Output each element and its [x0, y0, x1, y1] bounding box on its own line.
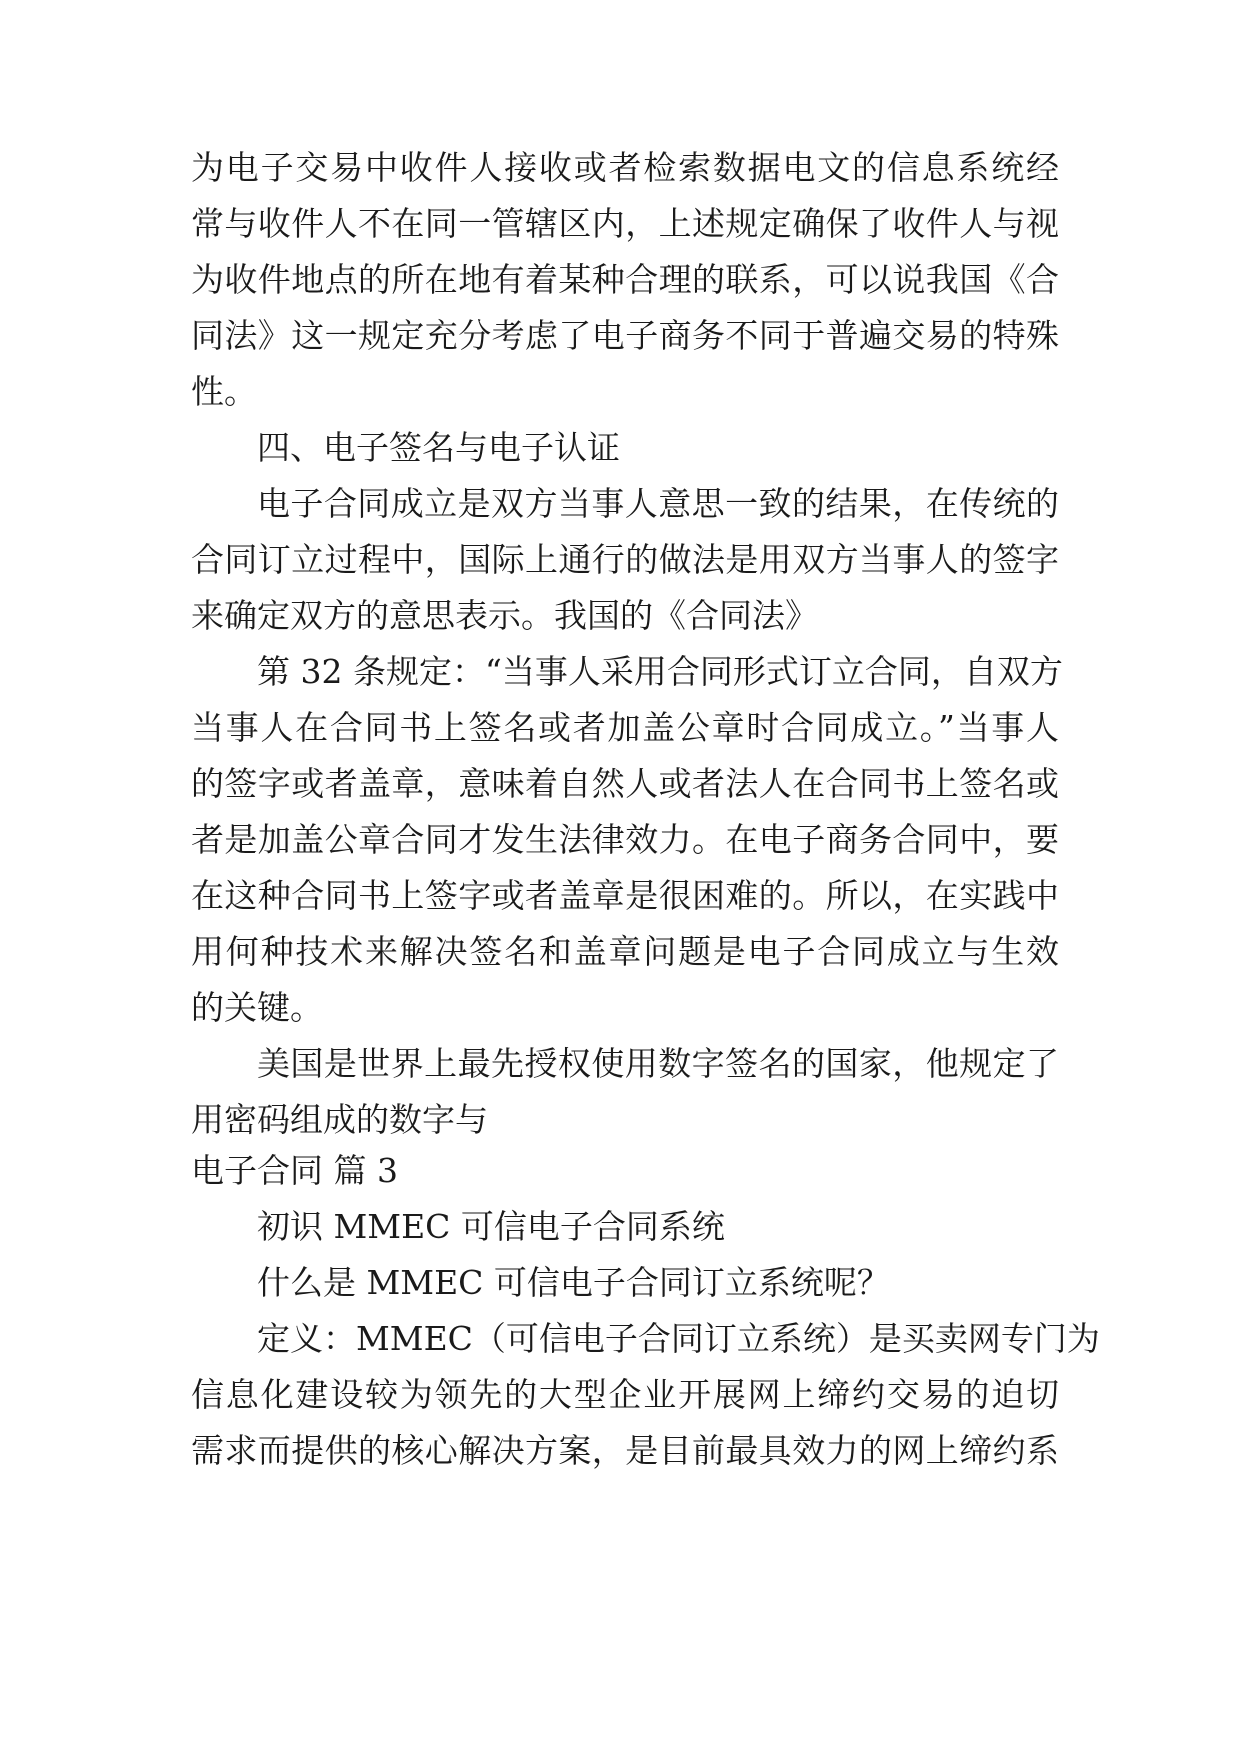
- paragraph-line: 合同订立过程中，国际上通行的做法是用双方当事人的签字: [191, 540, 1059, 579]
- paragraph-line: 第 32 条规定：“当事人采用合同形式订立合同，自双方: [257, 652, 1063, 691]
- paragraph-line: 用密码组成的数字与: [191, 1100, 488, 1139]
- paragraph-line: 初识 MMEC 可信电子合同系统: [257, 1207, 725, 1246]
- section-heading: 四、电子签名与电子认证: [257, 428, 620, 467]
- paragraph-line: 的签字或者盖章，意味着自然人或者法人在合同书上签名或: [191, 764, 1059, 803]
- paragraph-line: 什么是 MMEC 可信电子合同订立系统呢？: [257, 1263, 890, 1302]
- paragraph-line: 信息化建设较为领先的大型企业开展网上缔约交易的迫切: [191, 1375, 1059, 1414]
- paragraph-line: 来确定双方的意思表示。我国的《合同法》: [191, 596, 818, 635]
- article-title: 电子合同 篇 3: [191, 1151, 398, 1190]
- paragraph-line: 为收件地点的所在地有着某种合理的联系，可以说我国《合: [191, 260, 1059, 299]
- paragraph-line: 在这种合同书上签字或者盖章是很困难的。所以，在实践中: [191, 876, 1059, 915]
- paragraph-line: 者是加盖公章合同才发生法律效力。在电子商务合同中，要: [191, 820, 1059, 859]
- paragraph-line: 定义：MMEC（可信电子合同订立系统）是买卖网专门为: [257, 1319, 1100, 1358]
- paragraph-line: 性。: [191, 372, 257, 411]
- paragraph-line: 用何种技术来解决签名和盖章问题是电子合同成立与生效: [191, 932, 1059, 971]
- paragraph-line: 需求而提供的核心解决方案，是目前最具效力的网上缔约系: [191, 1431, 1059, 1470]
- paragraph-line: 当事人在合同书上签名或者加盖公章时合同成立。”当事人: [191, 708, 1059, 747]
- paragraph-line: 电子合同成立是双方当事人意思一致的结果，在传统的: [257, 484, 1059, 523]
- paragraph-line: 美国是世界上最先授权使用数字签名的国家，他规定了: [257, 1044, 1059, 1083]
- paragraph-line: 同法》这一规定充分考虑了电子商务不同于普遍交易的特殊: [191, 316, 1059, 355]
- paragraph-line: 为电子交易中收件人接收或者检索数据电文的信息系统经: [191, 148, 1059, 187]
- paragraph-line: 的关键。: [191, 988, 323, 1027]
- paragraph-line: 常与收件人不在同一管辖区内，上述规定确保了收件人与视: [191, 204, 1059, 243]
